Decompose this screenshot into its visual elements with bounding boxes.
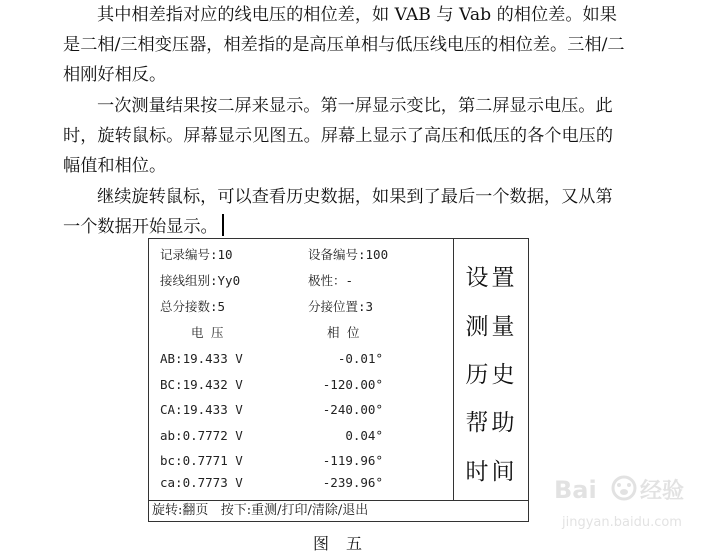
voltage-value: bc:0.7771 V [160,453,243,468]
phase-value: 0.04° [345,428,383,443]
voltage-value: BC:19.432 V [160,377,243,392]
paragraph-display-screens: 一次测量结果按二屏来显示。第一屏显示变比，第二屏显示电压。此时，旋转鼠标。屏幕显示见图五。屏幕上显示了高压和低压的各个电压的幅值和相位。 [63,96,614,176]
baidu-jingyan-watermark [552,468,712,540]
record-number: 记录编号:10 [160,247,233,262]
voltage-value: ca:0.7773 V [160,475,243,490]
measurement-data-panel [149,239,454,500]
tap-position: 分接位置:3 [308,299,374,314]
device-number: 设备编号:100 [308,247,389,262]
total-tap-count: 总分接数:5 [160,299,226,314]
voltage-column-header: 电 压 [191,325,224,340]
phase-value: -119.96° [322,453,383,468]
watermark-brand: Bai [554,476,597,504]
wiring-group: 接线组别:Yy0 [160,273,241,288]
status-bar-hint: 旋转:翻页 按下:重测/打印/清除/退出 [149,500,528,521]
document-body [63,0,628,242]
phase-value: -240.00° [322,402,383,417]
menu-item-time[interactable]: 时间 [465,459,518,485]
phase-value: -120.00° [322,377,383,392]
phase-value: -239.96° [322,475,383,490]
voltage-value: CA:19.433 V [160,402,243,417]
voltage-value: ab:0.7772 V [160,428,243,443]
voltage-value: AB:19.433 V [160,351,243,366]
text-cursor [222,214,224,236]
figure-caption: 图 五 [312,534,369,553]
paragraph-phase-difference: 其中相差指对应的线电压的相位差，如 VAB 与 Vab 的相位差。如果是二相/三相变压器，相差指的是高压单相与低压线电压的相位差。三相/二相刚好相反。 [63,5,625,85]
menu-item-history[interactable]: 历史 [465,362,518,388]
polarity: 极性：- [308,273,354,288]
paragraph-history-text: 继续旋转鼠标，可以查看历史数据，如果到了最后一个数据，又从第一个数据开始显示。 [63,187,613,237]
watermark-jingyan: 经验 [640,479,685,504]
device-screen-figure [148,238,529,522]
watermark-url: jingyan.baidu.com [562,515,682,530]
phase-column-header: 相 位 [327,325,360,340]
menu-item-help[interactable]: 帮助 [465,410,518,436]
paragraph-history-data [63,182,628,242]
menu-item-settings[interactable]: 设置 [465,265,518,291]
device-menu [454,239,529,500]
phase-value: -0.01° [337,351,383,366]
menu-item-measure[interactable]: 测量 [465,314,518,340]
